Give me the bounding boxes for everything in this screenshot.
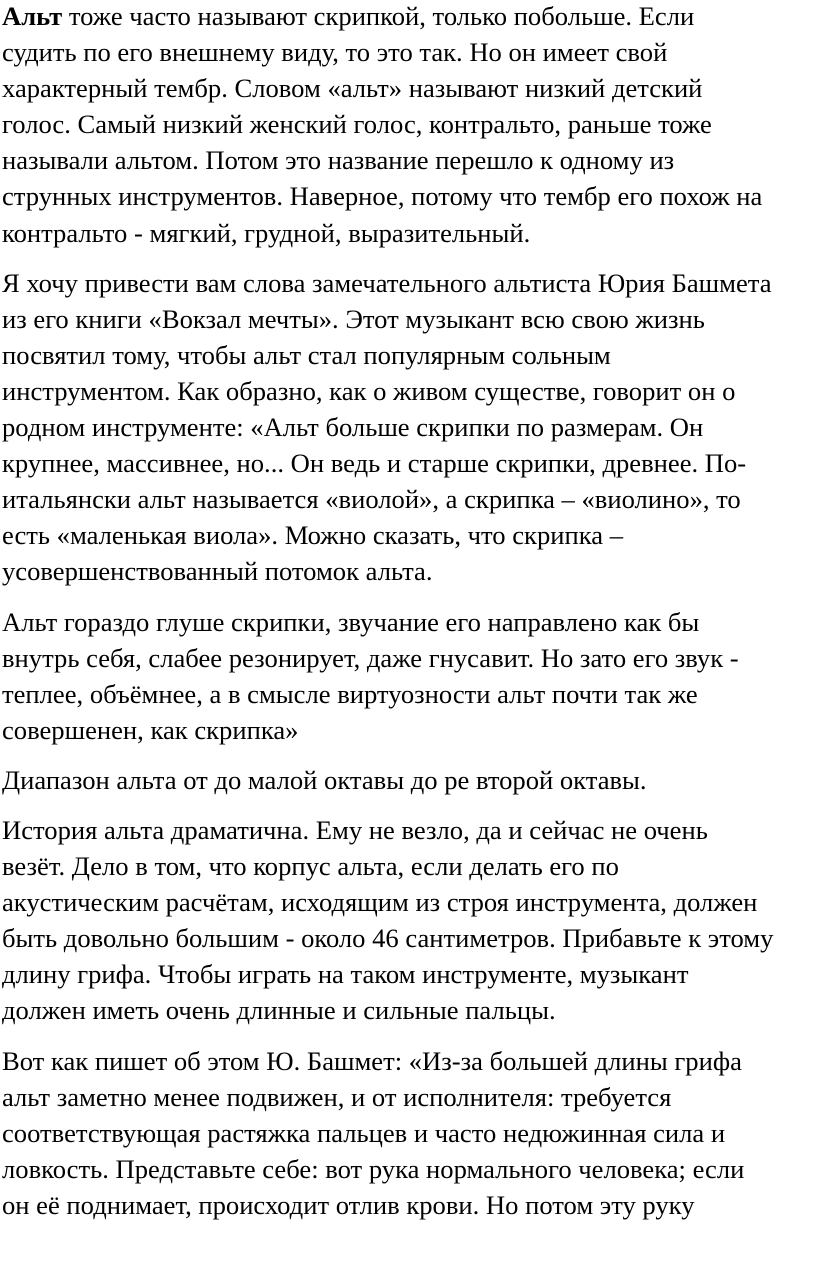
paragraph-alt-range [2,762,812,798]
text-line: Альт гораздо глуше скрипки, звучание его направлено как бы [2,606,700,637]
text-line: соответствующая растяжка пальцев и часто недюжинная сила и [2,1117,726,1148]
text-line: родном инструменте: «Альт больше скрипки по размерам. Он [2,412,704,443]
text-line: итальянски альт называется «виолой», а скрипка – «виолино», то [2,484,741,515]
text-line: он её поднимает, происходит отлив крови. Но потом эту руку [2,1189,695,1220]
text-line: есть «маленькая виола». Можно сказать, что скрипка – [2,520,623,551]
text-line: акустическим расчётам, исходящим из строя инструмента, должен [2,887,758,918]
text-line: крупнее, массивнее, но... Он ведь и старше скрипки, древнее. По- [2,448,747,479]
document-page [2,0,812,1237]
text-line: характерный тембр. Словом «альт» называют низкий детский [2,73,703,104]
text-line: Я хочу привести вам слова замечательного альтиста Юрия Башмета [2,267,772,298]
text-line: ловкость. Представьте себе: вот рука нормального человека; если [2,1153,745,1184]
text-line: Диапазон альта от до малой октавы до ре второй октавы. [2,764,647,795]
text-line: должен иметь очень длинные и сильные пальцы. [2,995,556,1026]
text-line: внутрь себя, слабее резонирует, даже гнусавит. Но зато его звук - [2,642,739,673]
text-line-rest: тоже часто называют скрипкой, только побольше. Если [62,1,695,31]
text-line: Вот как пишет об этом Ю. Башмет: «Из-за большей длины грифа [2,1045,742,1076]
text-line: струнных инструментов. Наверное, потому что тембр его похож на [2,181,763,212]
paragraph-bashmet-grip [2,1043,812,1223]
text-line [2,0,812,34]
text-line: История альта драматична. Ему не везло, да и сейчас не очень [2,814,708,845]
paragraph-alt-intro [2,0,812,251]
text-line: везёт. Дело в том, что корпус альта, если делать его по [2,851,619,882]
paragraph-alt-sound [2,604,812,748]
text-line: быть довольно большим - около 46 сантиметров. Прибавьте к этому [2,923,774,954]
bold-term: Альт [2,1,63,31]
text-line: контральто - мягкий, грудной, выразительный. [2,217,531,248]
text-line: совершенен, как скрипка» [2,714,299,745]
text-line: называли альтом. Потом это название перешло к одному из [2,145,675,176]
paragraph-bashmet-quote [2,265,812,590]
text-line: инструментом. Как образно, как о живом существе, говорит он о [2,375,736,406]
text-line: посвятил тому, чтобы альт стал популярным сольным [2,339,611,370]
text-line: теплее, объёмнее, а в смысле виртуозности альт почти так же [2,678,698,709]
text-line: длину грифа. Чтобы играть на таком инструменте, музыкант [2,959,689,990]
text-line: судить по его внешнему виду, то это так. Но он имеет свой [2,37,668,68]
text-line: усовершенствованный потомок альта. [2,556,433,587]
text-line: голос. Самый низкий женский голос, контральто, раньше тоже [2,109,712,140]
paragraph-alt-history [2,812,812,1029]
text-line: альт заметно менее подвижен, и от исполнителя: требуется [2,1081,672,1112]
text-line: из его книги «Вокзал мечты». Этот музыкант всю свою жизнь [2,303,705,334]
